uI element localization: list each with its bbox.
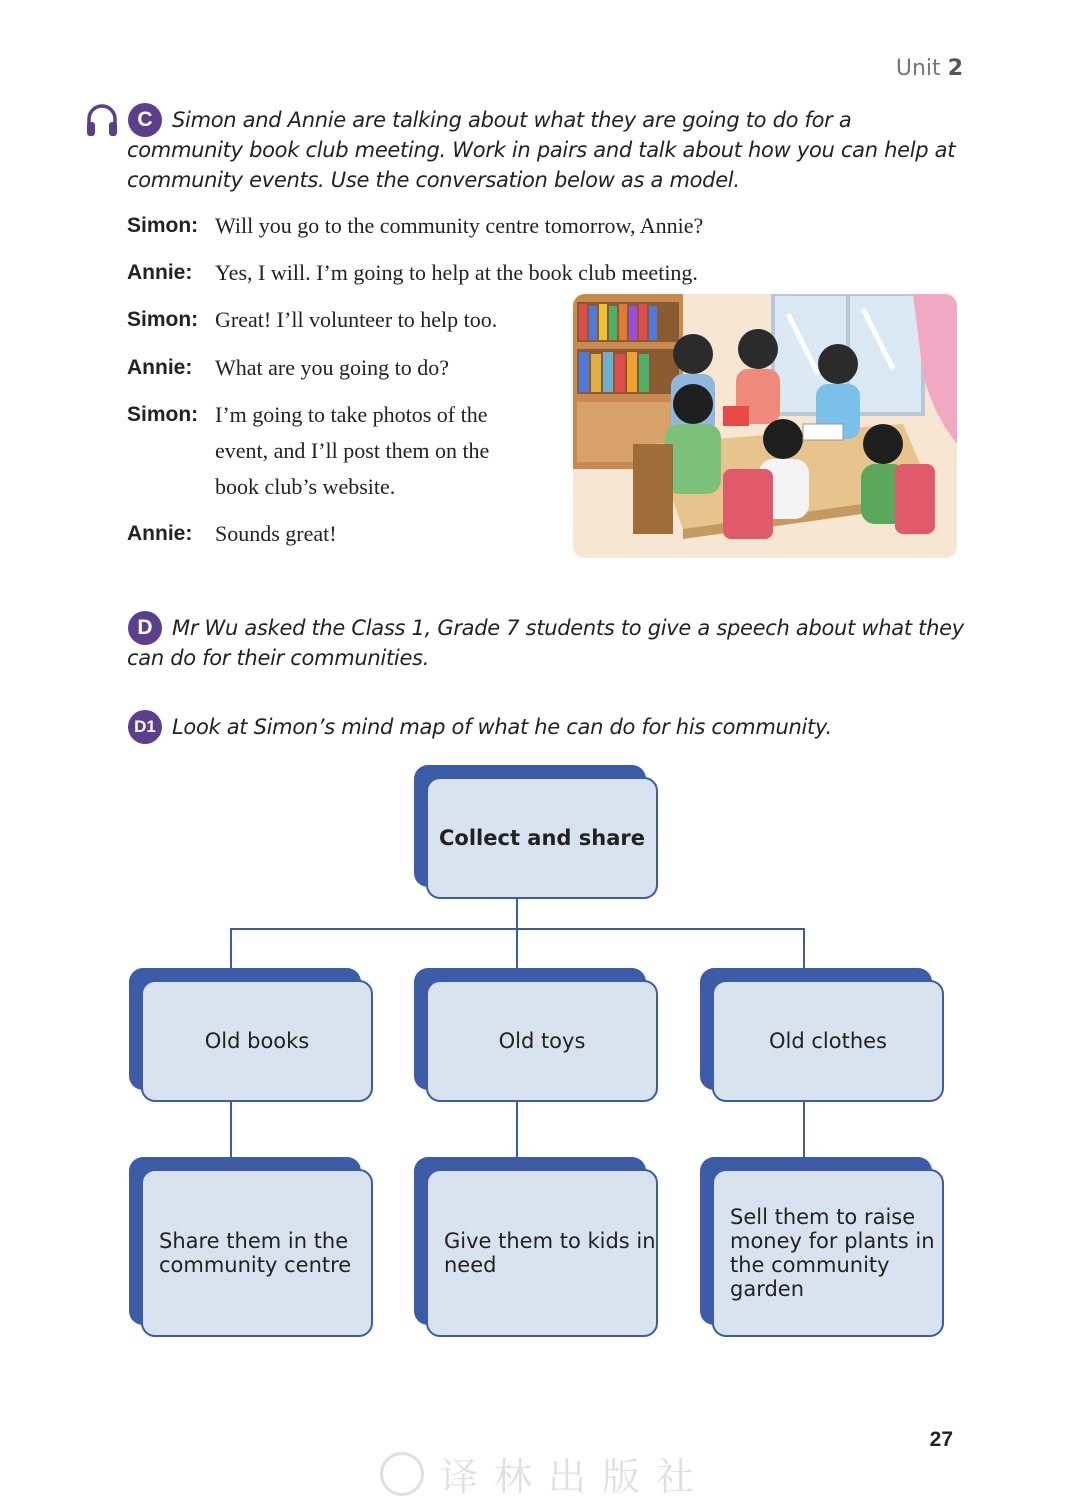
section-d-instruction: Mr Wu asked the Class 1, Grade 7 students to give a speech about what they can do for their communities. [127, 616, 964, 670]
speaker-name: Annie: [127, 261, 193, 284]
section-c-instruction: Simon and Annie are talking about what they are going to do for a community book club meeting. Work in pairs and talk about how you can help at community events. Use the conversation below as a model. [127, 108, 956, 192]
unit-label [896, 56, 963, 81]
watermark-text: 译林出版社 [440, 1455, 711, 1499]
branch-label: Old toys [426, 980, 658, 1102]
mind-map-branch [700, 968, 944, 1102]
section-c-badge: C [128, 103, 162, 137]
speaker-name: Simon: [127, 403, 199, 426]
mind-map-branch [129, 968, 373, 1102]
detail-text: Give them to kids in need [426, 1169, 658, 1337]
section-d1-instruction: Look at Simon’s mind map of what he can do for his community. [172, 715, 832, 739]
dialogue-line: book club’s website. [215, 474, 396, 499]
mind-map-detail [129, 1157, 373, 1337]
mind-map-detail [700, 1157, 944, 1337]
publisher-logo-icon [380, 1452, 424, 1496]
dialogue-line: Great! I’ll volunteer to help too. [215, 307, 498, 332]
connector-root [516, 896, 518, 930]
publisher-watermark [380, 1446, 710, 1501]
detail-text: Share them in the community centre [141, 1169, 373, 1337]
speaker-name: Simon: [127, 214, 199, 237]
page-number: 27 [929, 1428, 953, 1451]
section-d-badge: D [128, 611, 162, 645]
speaker-name: Simon: [127, 308, 199, 331]
headphones-icon[interactable] [84, 102, 120, 138]
branch-label: Old clothes [712, 980, 944, 1102]
mind-map-branch [414, 968, 658, 1102]
speaker-name: Annie: [127, 522, 193, 545]
mind-map-root [414, 765, 658, 899]
connector-detail-1 [230, 1100, 232, 1160]
connector-branch-2 [516, 928, 518, 970]
mind-map-detail [414, 1157, 658, 1337]
dialogue-line: What are you going to do? [215, 355, 449, 380]
dialogue-line: Yes, I will. I’m going to help at the book club meeting. [215, 260, 698, 285]
connector-detail-2 [516, 1100, 518, 1160]
dialogue-line: Will you go to the community centre tomorrow, Annie? [215, 213, 704, 238]
unit-number: 2 [947, 56, 963, 81]
connector-branch-1 [230, 928, 232, 970]
dialogue-line: Sounds great! [215, 521, 337, 546]
connector-detail-3 [803, 1100, 805, 1160]
speaker-name: Annie: [127, 356, 193, 379]
connector-branch-3 [803, 928, 805, 970]
unit-text: Unit [895, 56, 941, 81]
dialogue-line: event, and I’ll post them on the [215, 438, 490, 463]
detail-text: Sell them to raise money for plants in the community garden [712, 1169, 944, 1337]
branch-label: Old books [141, 980, 373, 1102]
book-club-illustration [573, 294, 957, 558]
section-d1-badge: D1 [128, 710, 162, 744]
root-label: Collect and share [426, 777, 658, 899]
dialogue-line: I’m going to take photos of the [215, 402, 488, 427]
